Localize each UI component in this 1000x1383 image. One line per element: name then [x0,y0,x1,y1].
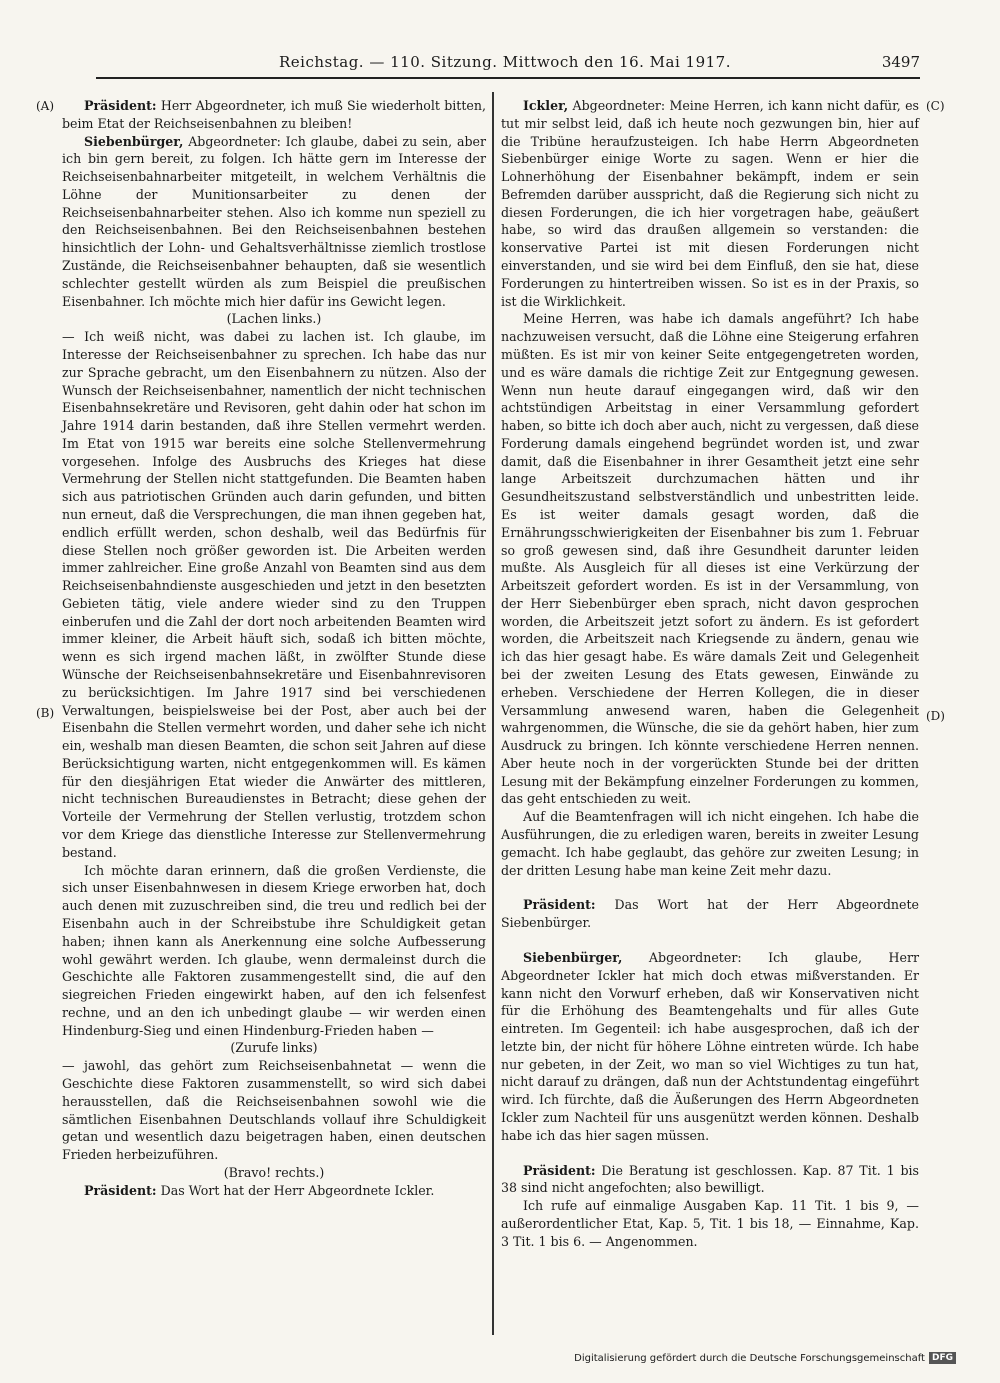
paragraph-text: — jawohl, das gehört zum Reichseisenbahnetat — wenn die Geschichte diese Faktoren zusammenstellt, so wird sich dabei herausstellen, daß die Reichseisenbahnen sowohl wie die sämtlichen Eisenbahnen Deutschlands vollauf ihre Schuldigkeit getan und wesentlich dazu beigetragen haben, einen deutschen Frieden herbeizuführen. [62,1058,486,1163]
margin-marker-d: (D) [926,709,945,723]
page-number: 3497 [881,53,920,71]
margin-marker-c: (C) [926,99,945,113]
paragraph-gap [501,932,919,949]
right-column [501,97,919,1250]
left-column [62,97,486,1199]
speech-paragraph [62,1182,486,1200]
speaker-name: Ickler, [523,98,569,113]
speaker-name: Präsident: [523,897,596,913]
paragraph-text: Die Beratung ist geschlossen. Kap. 87 Tit. 1 bis 38 sind nicht angefochten; also bewilligt. [501,1162,919,1196]
speech-paragraph [62,133,486,311]
speech-paragraph [501,1162,919,1198]
paragraph-text: Das Wort hat der Herr Abgeordnete Ickler. [156,1182,435,1198]
paragraph-gap [501,1145,919,1162]
paragraph [501,808,919,879]
paragraph-text: Abgeordneter: Ich glaube, Herr Abgeordneter Ickler hat mich doch etwas mißverstanden. Er kann nicht den Vorwurf erheben, daß wir Konservativen nicht für die Erhöhung des Beamtengehalts und für alles Gute eintreten. Im Gegenteil: ich habe ausgesprochen, daß ich der letzte bin, der nicht für höhere Löhne eintreten würde. Ich habe nur gebeten, in der Zeit, wo man so viel Wichtiges zu tun hat, nicht darauf zu drängen, daß nun der Achtstundentag eingeführt wird. Ich fürchte, daß die Äußerungen des Herrn Abgeordneten Ickler zum Nachteil für uns ausgenützt werden können. Deshalb habe ich das hier sagen müssen. [501,949,919,1143]
paragraph-gap [501,879,919,896]
interjection: (Lachen links.) [226,311,322,327]
speaker-name: Siebenbürger, [84,133,184,149]
paragraph [501,310,919,808]
paragraph-text: Abgeordneter: Meine Herren, ich kann nicht dafür, es tut mir selbst leid, daß ich heute noch gezwungen bin, hier auf die Tribüne heraufzusteigen. Ich habe Herrn Abgeordneten Siebenbürger einige Worte zu sagen. Wenn er hier die Lohnerhöhung der Eisenbahner bekämpft, indem er sein Befremden darüber ausspricht, daß die Regierung sich nicht zu diesen Forderungen, die ich hier vorgetragen habe, geäußert habe, so wird das draußen allgemein so verstanden: die konservative Partei ist mit diesen Forderungen nicht einverstanden, und sie wird bei dem Einfluß, den sie hat, diese Forderungen zu hintertreiben wissen. So ist es in der Praxis, so ist die Wirklichkeit. [501,98,919,309]
paragraph [62,862,486,1040]
running-title: Reichstag. — 110. Sitzung. Mittwoch den 16. Mai 1917. [279,53,731,71]
speaker-name: Präsident: [523,1162,596,1178]
speech-paragraph [62,97,486,133]
paragraph-text: Auf die Beamtenfragen will ich nicht eingehen. Ich habe die Ausführungen, die zu erledigen waren, bereits in zweiter Lesung gemacht. Ich habe geglaubt, das gehöre zur zweiten Lesung; in der dritten Lesung habe man keine Zeit mehr dazu. [501,809,919,878]
speaker-name: Siebenbürger, [523,949,623,965]
paragraph-text: Das Wort hat der Herr Abgeordnete Siebenbürger. [501,897,919,931]
footer [574,1352,956,1364]
speaker-name: Präsident: [84,1182,157,1198]
paragraph-text: Abgeordneter: Ich glaube, dabei zu sein, aber ich bin gern bereit, zu folgen. Ich hätte gern im Interesse der Reichseisenbahnarbeiter mitgeteilt, in welchem Verhältnis die Löhne der Munitionsarbeiter zu denen der Reichseisenbahnarbeiter stehen. Also ich komme nun speziell zu den Reichseisenbahnen. Bei den Reichseisenbahnen bestehen hinsichtlich der Lohn- und Gehaltsverhältnisse ziemlich trostlose Zustände, die Reichseisenbahner behaupten, daß sie wesentlich schlechter gestellt würden als zum Beispiel die preußischen Eisenbahner. Ich möchte mich hier dafür ins Gewicht legen. [62,133,486,309]
paragraph-text: Meine Herren, was habe ich damals angeführt? Ich habe nachzuweisen versucht, daß die Löhne eine Steigerung erfahren müßten. Es ist mir von keiner Seite entgegengetreten worden, und es wäre damals die richtige Zeit zur Entgegnung gewesen. Wenn nun heute darauf eingegangen wird, daß wir den achtstündigen Arbeitstag in einer Versammlung gefordert haben, so bitte ich doch aber auch, nicht zu vergessen, daß diese Forderung damals eingehend begründet worden ist, und zwar damit, daß die Eisenbahner in ihrer Gesamtheit jetzt eine sehr lange Arbeitszeit durchzumachen hätten und ihr Gesundheitszustand selbstverständlich und unbestritten leide. Es ist weiter damals gesagt worden, daß die Ernährungsschwierigkeiten der Eisenbahner bis zum 1. Februar so groß gewesen sind, daß ihre Gesundheit darunter leiden mußte. Als Ausgleich für all dieses ist eine Verkürzung der Arbeitszeit gefordert worden. Es ist in der Versammlung, von der Herr Siebenbürger eben sprach, nicht davon gesprochen worden, die Arbeitszeit jetzt sofort zu ändern. Es ist gefordert worden, die Arbeitszeit nach Kriegsende zu ändern, genau wie ich das hier gesagt habe. Es wäre damals Zeit und Gelegenheit bei der zweiten Lesung des Etats gewesen, Einwände zu erheben. Verschiedene der Herren Kollegen, die in dieser Versammlung anwesend waren, haben die Gelegenheit wahrgenommen, die Wünsche, die sie da gehört haben, hier zum Ausdruck zu bringen. Ich könnte verschiedene Herren nennen. Aber heute noch in der vorgerückten Stunde bei der dritten Lesung mit der Bekämpfung einzelner Forderungen zu kommen, das geht entschieden zu weit. [501,311,919,807]
paragraph [62,328,486,861]
paragraph [62,1057,486,1164]
paragraph-text: Ich möchte daran erinnern, daß die großen Verdienste, die sich unser Eisenbahnwesen in diesem Kriege erworben hat, doch auch denen mit zuzuschreiben sind, die treu und redlich bei der Eisenbahn auch in der Schreibstube ihre Schuldigkeit getan haben; ihnen kann als Anerkennung eine solche Aufbesserung wohl gewährt werden. Ich glaube, wenn dermaleinst durch die Geschichte alle Faktoren zusammengestellt sind, die auf den siegreichen Frieden eingewirkt haben, auf den ich felsenfest rechne, und an den ich unbedingt glaube — wir werden einen Hindenburg-Sieg und einen Hindenburg-Frieden haben — [62,862,486,1038]
margin-marker-b: (B) [36,706,55,720]
dfg-logo: DFG [929,1352,956,1364]
interjection: (Zurufe links) [230,1040,318,1056]
paragraph-text: Ich rufe auf einmalige Ausgaben Kap. 11 Tit. 1 bis 9, — außerordentlicher Etat, Kap. 5, Tit. 1 bis 18, — Einnahme, Kap. 3 Tit. 1 bis 6. — Angenommen. [501,1198,919,1249]
paragraph [501,1197,919,1250]
speech-paragraph [501,949,919,1145]
interjection: (Bravo! rechts.) [223,1164,325,1180]
column-divider [492,92,494,1335]
margin-marker-a: (A) [36,99,55,113]
speech-paragraph [501,896,919,932]
paragraph-text: — Ich weiß nicht, was dabei zu lachen ist. Ich glaube, im Interesse der Reichseisenbahner zu sprechen. Ich habe das nur zur Sprache gebracht, um den Eisenbahnern zu nützen. Also der Wunsch der Reichseisenbahner, namentlich der nicht technischen Eisenbahnsekretäre und Revisoren, geht dahin oder hat schon im Jahre 1914 darin bestanden, daß ihre Stellen vermehrt werden. Im Etat von 1915 war bereits eine solche Stellenvermehrung vorgesehen. Infolge des Ausbruchs des Krieges hat diese Vermehrung der Stellen nicht stattgefunden. Die Beamten haben sich aus patriotischen Gründen auch darin gefunden, und bitten nun erneut, daß die Versprechungen, die man ihnen gegeben hat, endlich erfüllt werden, schon deshalb, weil das Bedürfnis für diese Stellen noch größer geworden ist. Die Arbeiten werden immer zahlreicher. Eine große Anzahl von Beamten sind aus dem Reichseisenbahndienste ausgeschieden und jetzt in den besetzten Gebieten tätig, viele andere wieder sind zu den Truppen einberufen und die Zahl der dort noch arbeitenden Beamten wird immer kleiner, die Arbeit häuft sich, sodaß ich bitten möchte, wenn es sich irgend machen läßt, in zwölfter Stunde diese Wünsche der Reichseisenbahnsekretäre und Eisenbahnrevisoren zu berücksichtigen. Im Jahre 1917 sind bei verschiedenen Verwaltungen, beispielsweise bei der Post, aber auch bei der Eisenbahn die Stellen vermehrt worden, und daher sehe ich nicht ein, weshalb man diesen Beamten, die schon seit Jahren auf diese Berücksichtigung warten, nicht entgegenkommen will. Es kämen für den diesjährigen Etat wieder die Anwärter des mittleren, nicht technischen Bureaudienstes in Betracht; diese gehen der Vorteile der Vermehrung der Stellen verlustig, trotzdem schon vor dem Kriege das dienstliche Interesse zur Stellenvermehrung bestand. [62,329,486,860]
speaker-name: Präsident: [84,98,157,113]
page-header [96,53,920,79]
footer-credit: Digitalisierung gefördert durch die Deutsche Forschungsgemeinschaft [574,1352,925,1364]
speech-paragraph [501,97,919,310]
paragraph-text: Herr Abgeordneter, ich muß Sie wiederholt bitten, beim Etat der Reichseisenbahnen zu bleiben! [62,98,486,131]
